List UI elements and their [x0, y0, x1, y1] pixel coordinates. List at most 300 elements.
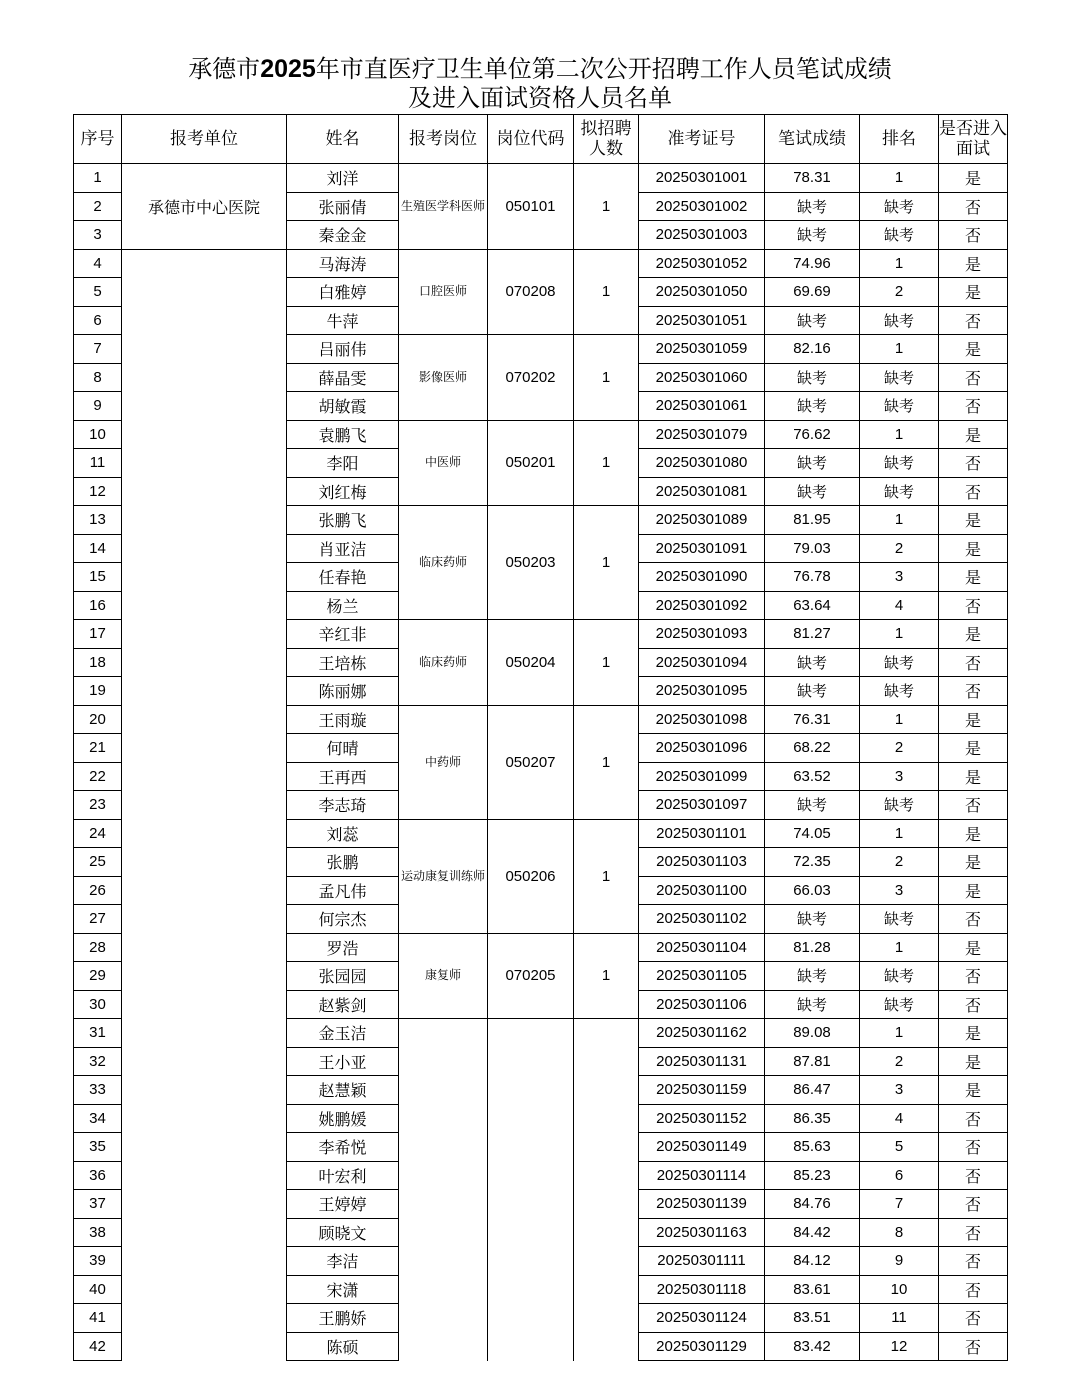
cell-seq: 19: [74, 677, 122, 706]
cell-ticket: 20250301131: [639, 1047, 765, 1076]
cell-score: 缺考: [765, 905, 860, 934]
cell-ticket: 20250301094: [639, 648, 765, 677]
cell-score: 63.64: [765, 591, 860, 620]
cell-name: 张丽倩: [287, 192, 399, 221]
cell-name: 李洁: [287, 1247, 399, 1276]
page-title-line1: [0, 55, 1080, 83]
cell-post: 口腔医师: [399, 249, 488, 335]
cell-interview: 是: [939, 705, 1008, 734]
cell-ticket: 20250301099: [639, 762, 765, 791]
cell-score: 缺考: [765, 648, 860, 677]
cell-name: 胡敏霞: [287, 392, 399, 421]
cell-interview: 否: [939, 1247, 1008, 1276]
cell-rank: 8: [860, 1218, 939, 1247]
page-title-line2: 及进入面试资格人员名单: [408, 84, 672, 112]
cell-interview: 是: [939, 1047, 1008, 1076]
cell-seq: 11: [74, 449, 122, 478]
cell-post: 生殖医学科医师: [399, 164, 488, 250]
cell-name: 赵紫剑: [287, 990, 399, 1019]
header-interview: 是否进入面试: [939, 115, 1008, 164]
cell-name: 刘红梅: [287, 477, 399, 506]
cell-quota: 1: [574, 506, 639, 620]
cell-seq: 24: [74, 819, 122, 848]
cell-score: 68.22: [765, 734, 860, 763]
cell-rank: 6: [860, 1161, 939, 1190]
cell-post: 影像医师: [399, 335, 488, 421]
cell-seq: 40: [74, 1275, 122, 1304]
cell-seq: 2: [74, 192, 122, 221]
cell-rank: 4: [860, 1104, 939, 1133]
cell-score: 79.03: [765, 534, 860, 563]
cell-quota: 1: [574, 164, 639, 250]
cell-name: 陈丽娜: [287, 677, 399, 706]
cell-seq: 41: [74, 1304, 122, 1333]
cell-seq: 38: [74, 1218, 122, 1247]
cell-name: 任春艳: [287, 563, 399, 592]
cell-interview: 否: [939, 1133, 1008, 1162]
cell-interview: 是: [939, 506, 1008, 535]
cell-seq: 16: [74, 591, 122, 620]
cell-ticket: 20250301060: [639, 363, 765, 392]
cell-score: 74.96: [765, 249, 860, 278]
cell-name: 罗浩: [287, 933, 399, 962]
cell-interview: 否: [939, 192, 1008, 221]
cell-seq: 32: [74, 1047, 122, 1076]
cell-rank: 1: [860, 1019, 939, 1048]
cell-interview: 否: [939, 221, 1008, 250]
cell-score: 缺考: [765, 791, 860, 820]
cell-quota: 1: [574, 933, 639, 1019]
cell-score: 63.52: [765, 762, 860, 791]
cell-seq: 21: [74, 734, 122, 763]
header-score: 笔试成绩: [765, 115, 860, 164]
cell-seq: 18: [74, 648, 122, 677]
cell-seq: 15: [74, 563, 122, 592]
cell-unit: 承德市中心医院: [122, 164, 287, 250]
cell-rank: 2: [860, 848, 939, 877]
cell-name: 宋潇: [287, 1275, 399, 1304]
cell-rank: 12: [860, 1332, 939, 1361]
cell-name: 杨兰: [287, 591, 399, 620]
cell-score: 缺考: [765, 306, 860, 335]
cell-post: 临床药师: [399, 506, 488, 620]
cell-ticket: 20250301093: [639, 620, 765, 649]
cell-score: 89.08: [765, 1019, 860, 1048]
cell-ticket: 20250301106: [639, 990, 765, 1019]
cell-code: 050101: [488, 164, 574, 250]
cell-quota: 1: [574, 819, 639, 933]
cell-interview: 否: [939, 449, 1008, 478]
cell-ticket: 20250301114: [639, 1161, 765, 1190]
cell-rank: 1: [860, 506, 939, 535]
cell-score: 缺考: [765, 392, 860, 421]
cell-score: 83.42: [765, 1332, 860, 1361]
header-ticket: 准考证号: [639, 115, 765, 164]
cell-score: 缺考: [765, 677, 860, 706]
cell-ticket: 20250301001: [639, 164, 765, 193]
cell-name: 李志琦: [287, 791, 399, 820]
cell-rank: 3: [860, 1076, 939, 1105]
cell-interview: 否: [939, 1161, 1008, 1190]
cell-seq: 25: [74, 848, 122, 877]
cell-rank: 1: [860, 819, 939, 848]
cell-name: 辛红非: [287, 620, 399, 649]
cell-rank: 缺考: [860, 221, 939, 250]
cell-ticket: 20250301100: [639, 876, 765, 905]
cell-seq: 23: [74, 791, 122, 820]
cell-interview: 是: [939, 534, 1008, 563]
cell-name: 薛晶雯: [287, 363, 399, 392]
cell-rank: 缺考: [860, 791, 939, 820]
cell-name: 刘洋: [287, 164, 399, 193]
cell-post: 中药师: [399, 705, 488, 819]
cell-score: 78.31: [765, 164, 860, 193]
cell-ticket: 20250301162: [639, 1019, 765, 1048]
cell-name: 袁鹏飞: [287, 420, 399, 449]
cell-rank: 缺考: [860, 363, 939, 392]
cell-seq: 37: [74, 1190, 122, 1219]
cell-rank: 7: [860, 1190, 939, 1219]
header-code: 岗位代码: [488, 115, 574, 164]
cell-post: 中医师: [399, 420, 488, 506]
cell-rank: 缺考: [860, 905, 939, 934]
cell-rank: 5: [860, 1133, 939, 1162]
cell-post: 临床药师: [399, 620, 488, 706]
cell-seq: 22: [74, 762, 122, 791]
header-unit: 报考单位: [122, 115, 287, 164]
cell-interview: 否: [939, 962, 1008, 991]
cell-rank: 3: [860, 762, 939, 791]
cell-score: 缺考: [765, 449, 860, 478]
cell-interview: 否: [939, 990, 1008, 1019]
cell-ticket: 20250301124: [639, 1304, 765, 1333]
cell-interview: 否: [939, 1304, 1008, 1333]
cell-post: 康复师: [399, 933, 488, 1019]
cell-seq: 5: [74, 278, 122, 307]
cell-interview: 是: [939, 563, 1008, 592]
cell-score: 86.35: [765, 1104, 860, 1133]
cell-post: 运动康复训练师: [399, 819, 488, 933]
cell-score: 76.78: [765, 563, 860, 592]
cell-name: 何宗杰: [287, 905, 399, 934]
cell-ticket: 20250301152: [639, 1104, 765, 1133]
cell-interview: 是: [939, 335, 1008, 364]
cell-interview: 否: [939, 1218, 1008, 1247]
cell-interview: 是: [939, 1019, 1008, 1048]
cell-score: 76.62: [765, 420, 860, 449]
cell-ticket: 20250301051: [639, 306, 765, 335]
cell-name: 何晴: [287, 734, 399, 763]
cell-name: 孟凡伟: [287, 876, 399, 905]
cell-rank: 缺考: [860, 990, 939, 1019]
cell-name: 王鹏娇: [287, 1304, 399, 1333]
cell-quota: 1: [574, 249, 639, 335]
cell-interview: 否: [939, 677, 1008, 706]
cell-code: 070205: [488, 933, 574, 1019]
cell-name: 张鹏: [287, 848, 399, 877]
cell-rank: 缺考: [860, 449, 939, 478]
cell-ticket: 20250301052: [639, 249, 765, 278]
cell-score: 81.95: [765, 506, 860, 535]
cell-rank: 缺考: [860, 306, 939, 335]
cell-rank: 10: [860, 1275, 939, 1304]
cell-score: 83.51: [765, 1304, 860, 1333]
cell-ticket: 20250301079: [639, 420, 765, 449]
cell-score: 81.27: [765, 620, 860, 649]
cell-interview: 是: [939, 164, 1008, 193]
cell-seq: 34: [74, 1104, 122, 1133]
cell-ticket: 20250301139: [639, 1190, 765, 1219]
cell-seq: 8: [74, 363, 122, 392]
cell-ticket: 20250301096: [639, 734, 765, 763]
cell-interview: 否: [939, 1275, 1008, 1304]
cell-seq: 29: [74, 962, 122, 991]
cell-interview: 是: [939, 249, 1008, 278]
cell-rank: 3: [860, 876, 939, 905]
cell-seq: 10: [74, 420, 122, 449]
cell-quota: 1: [574, 335, 639, 421]
cell-seq: 35: [74, 1133, 122, 1162]
cell-name: 秦金金: [287, 221, 399, 250]
cell-interview: 否: [939, 1104, 1008, 1133]
header-seq: 序号: [74, 115, 122, 164]
cell-ticket: 20250301105: [639, 962, 765, 991]
cell-post: [399, 1019, 488, 1361]
cell-interview: 是: [939, 420, 1008, 449]
cell-interview: 是: [939, 876, 1008, 905]
cell-interview: 是: [939, 620, 1008, 649]
cell-interview: 是: [939, 734, 1008, 763]
cell-ticket: 20250301002: [639, 192, 765, 221]
cell-interview: 否: [939, 392, 1008, 421]
cell-seq: 3: [74, 221, 122, 250]
cell-seq: 36: [74, 1161, 122, 1190]
cell-name: 李阳: [287, 449, 399, 478]
cell-score: 76.31: [765, 705, 860, 734]
cell-seq: 39: [74, 1247, 122, 1276]
cell-rank: 11: [860, 1304, 939, 1333]
cell-rank: 2: [860, 278, 939, 307]
cell-seq: 20: [74, 705, 122, 734]
cell-rank: 缺考: [860, 962, 939, 991]
cell-seq: 1: [74, 164, 122, 193]
cell-interview: 是: [939, 762, 1008, 791]
cell-rank: 1: [860, 705, 939, 734]
cell-rank: 9: [860, 1247, 939, 1276]
cell-ticket: 20250301101: [639, 819, 765, 848]
cell-interview: 否: [939, 1190, 1008, 1219]
cell-rank: 1: [860, 335, 939, 364]
cell-ticket: 20250301103: [639, 848, 765, 877]
cell-score: 87.81: [765, 1047, 860, 1076]
cell-score: 缺考: [765, 192, 860, 221]
cell-ticket: 20250301050: [639, 278, 765, 307]
table-body: [74, 164, 1008, 1361]
cell-name: 白雅婷: [287, 278, 399, 307]
cell-score: 缺考: [765, 221, 860, 250]
cell-name: 赵慧颖: [287, 1076, 399, 1105]
title-suffix: 年市直医疗卫生单位第二次公开招聘工作人员笔试成绩: [315, 55, 892, 83]
cell-rank: 1: [860, 933, 939, 962]
header-rank: 排名: [860, 115, 939, 164]
cell-interview: 是: [939, 819, 1008, 848]
cell-ticket: 20250301111: [639, 1247, 765, 1276]
cell-name: 王小亚: [287, 1047, 399, 1076]
cell-code: 070202: [488, 335, 574, 421]
cell-ticket: 20250301129: [639, 1332, 765, 1361]
cell-seq: 17: [74, 620, 122, 649]
cell-interview: 否: [939, 306, 1008, 335]
cell-ticket: 20250301104: [639, 933, 765, 962]
cell-seq: 26: [74, 876, 122, 905]
cell-rank: 缺考: [860, 392, 939, 421]
cell-name: 顾晓文: [287, 1218, 399, 1247]
cell-ticket: 20250301092: [639, 591, 765, 620]
cell-score: 85.63: [765, 1133, 860, 1162]
cell-quota: 1: [574, 420, 639, 506]
cell-ticket: 20250301090: [639, 563, 765, 592]
cell-ticket: 20250301149: [639, 1133, 765, 1162]
cell-name: 姚鹏媛: [287, 1104, 399, 1133]
cell-name: 王再西: [287, 762, 399, 791]
cell-score: 82.16: [765, 335, 860, 364]
cell-ticket: 20250301163: [639, 1218, 765, 1247]
cell-ticket: 20250301159: [639, 1076, 765, 1105]
cell-rank: 4: [860, 591, 939, 620]
cell-interview: 否: [939, 477, 1008, 506]
cell-code: 070208: [488, 249, 574, 335]
cell-name: 张园园: [287, 962, 399, 991]
cell-name: 王婷婷: [287, 1190, 399, 1219]
cell-unit-blank: [122, 249, 287, 1361]
cell-name: 叶宏利: [287, 1161, 399, 1190]
cell-ticket: 20250301097: [639, 791, 765, 820]
header-post: 报考岗位: [399, 115, 488, 164]
cell-interview: 否: [939, 905, 1008, 934]
header-row: [74, 115, 1008, 164]
cell-name: 肖亚洁: [287, 534, 399, 563]
cell-quota: [574, 1019, 639, 1361]
cell-seq: 7: [74, 335, 122, 364]
results-table: [73, 114, 1008, 1361]
cell-score: 84.12: [765, 1247, 860, 1276]
cell-seq: 4: [74, 249, 122, 278]
cell-interview: 否: [939, 1332, 1008, 1361]
cell-score: 66.03: [765, 876, 860, 905]
cell-score: 69.69: [765, 278, 860, 307]
cell-seq: 28: [74, 933, 122, 962]
cell-rank: 1: [860, 420, 939, 449]
cell-interview: 是: [939, 278, 1008, 307]
cell-ticket: 20250301059: [639, 335, 765, 364]
cell-score: 缺考: [765, 363, 860, 392]
cell-score: 83.61: [765, 1275, 860, 1304]
cell-ticket: 20250301089: [639, 506, 765, 535]
cell-name: 陈硕: [287, 1332, 399, 1361]
cell-interview: 否: [939, 363, 1008, 392]
cell-rank: 缺考: [860, 192, 939, 221]
cell-rank: 2: [860, 1047, 939, 1076]
cell-interview: 是: [939, 848, 1008, 877]
cell-ticket: 20250301080: [639, 449, 765, 478]
cell-seq: 31: [74, 1019, 122, 1048]
cell-code: 050207: [488, 705, 574, 819]
cell-name: 马海涛: [287, 249, 399, 278]
cell-ticket: 20250301118: [639, 1275, 765, 1304]
cell-rank: 缺考: [860, 648, 939, 677]
cell-rank: 2: [860, 534, 939, 563]
cell-seq: 12: [74, 477, 122, 506]
cell-score: 81.28: [765, 933, 860, 962]
cell-ticket: 20250301061: [639, 392, 765, 421]
cell-code: [488, 1019, 574, 1361]
cell-score: 84.76: [765, 1190, 860, 1219]
cell-quota: 1: [574, 705, 639, 819]
cell-code: 050201: [488, 420, 574, 506]
cell-code: 050206: [488, 819, 574, 933]
cell-name: 王培栋: [287, 648, 399, 677]
title-year: 2025: [260, 55, 316, 83]
title-prefix: 承德市: [188, 55, 261, 83]
cell-seq: 33: [74, 1076, 122, 1105]
cell-rank: 3: [860, 563, 939, 592]
cell-quota: 1: [574, 620, 639, 706]
cell-ticket: 20250301102: [639, 905, 765, 934]
cell-name: 吕丽伟: [287, 335, 399, 364]
cell-name: 刘蕊: [287, 819, 399, 848]
cell-ticket: 20250301098: [639, 705, 765, 734]
cell-score: 84.42: [765, 1218, 860, 1247]
table-row: [74, 164, 1008, 193]
cell-seq: 42: [74, 1332, 122, 1361]
cell-name: 金玉洁: [287, 1019, 399, 1048]
cell-score: 72.35: [765, 848, 860, 877]
cell-name: 李希悦: [287, 1133, 399, 1162]
cell-interview: 是: [939, 933, 1008, 962]
cell-seq: 30: [74, 990, 122, 1019]
cell-seq: 9: [74, 392, 122, 421]
cell-code: 050204: [488, 620, 574, 706]
cell-code: 050203: [488, 506, 574, 620]
cell-ticket: 20250301091: [639, 534, 765, 563]
cell-interview: 否: [939, 591, 1008, 620]
cell-rank: 缺考: [860, 477, 939, 506]
cell-seq: 14: [74, 534, 122, 563]
cell-score: 85.23: [765, 1161, 860, 1190]
cell-score: 86.47: [765, 1076, 860, 1105]
header-quota: 拟招聘人数: [574, 115, 639, 164]
cell-rank: 1: [860, 620, 939, 649]
cell-seq: 27: [74, 905, 122, 934]
cell-ticket: 20250301095: [639, 677, 765, 706]
cell-score: 缺考: [765, 962, 860, 991]
cell-interview: 是: [939, 1076, 1008, 1105]
table-row: [74, 249, 1008, 278]
cell-rank: 2: [860, 734, 939, 763]
cell-rank: 缺考: [860, 677, 939, 706]
cell-rank: 1: [860, 249, 939, 278]
cell-name: 张鹏飞: [287, 506, 399, 535]
cell-name: 牛萍: [287, 306, 399, 335]
header-name: 姓名: [287, 115, 399, 164]
cell-interview: 否: [939, 791, 1008, 820]
cell-ticket: 20250301003: [639, 221, 765, 250]
cell-seq: 13: [74, 506, 122, 535]
cell-score: 缺考: [765, 990, 860, 1019]
cell-rank: 1: [860, 164, 939, 193]
cell-seq: 6: [74, 306, 122, 335]
cell-name: 王雨璇: [287, 705, 399, 734]
